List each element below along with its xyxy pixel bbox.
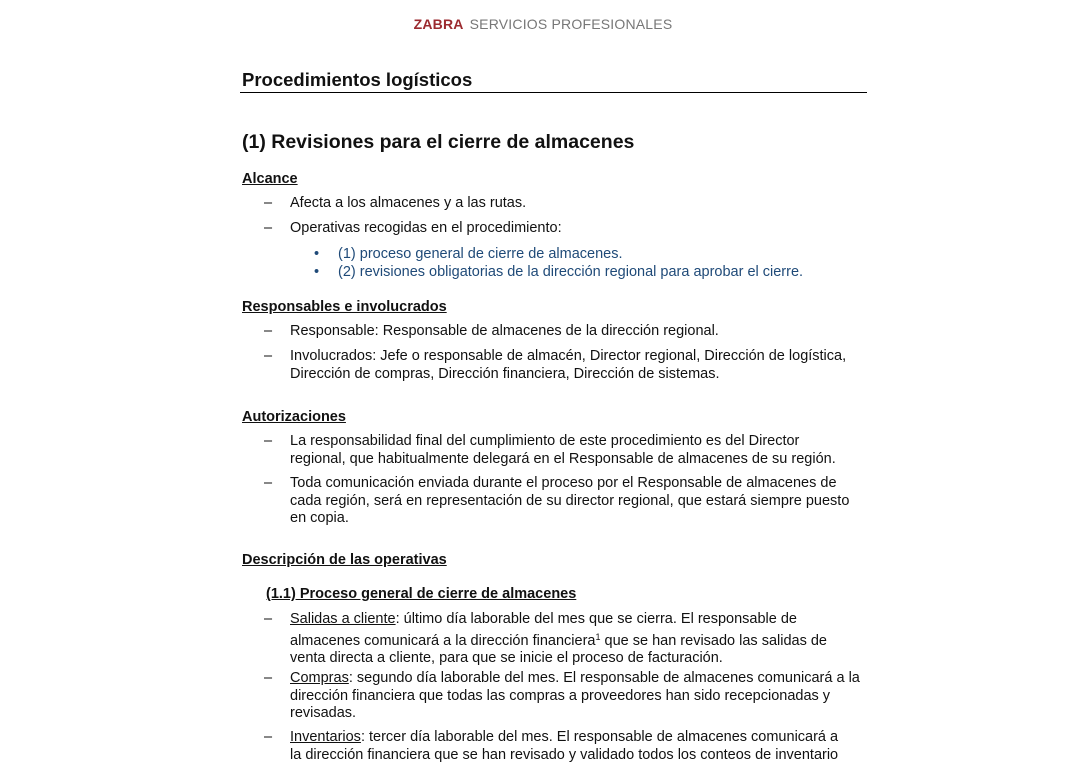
bullet-text: (1) proceso general de cierre de almacenes. [338, 246, 623, 262]
list-item: – Operativas recogidas en el procedimiento: [264, 220, 562, 236]
list-item: – Responsable: Responsable de almacenes de la dirección regional. [264, 323, 719, 339]
item-lead: Inventarios [290, 729, 361, 745]
list-item: – La responsabilidad final del cumplimiento de este procedimiento es del Director regional, que habitualmente delegará en el Responsable de almacenes de su región. [264, 433, 836, 467]
brand-logo: ZABRA [413, 16, 464, 32]
footnote-ref[interactable]: 1 [595, 631, 601, 642]
heading-responsables: Responsables e involucrados [242, 299, 447, 315]
list-item: – Afecta a los almacenes y a las rutas. [264, 195, 527, 211]
list-item: – Compras: segundo día laborable del mes. El responsable de almacenes comunicará a la dirección financiera que todas las compras a proveedores han sido recepcionadas y revisadas. [264, 670, 860, 721]
page-header [0, 16, 1086, 32]
item-text: La responsabilidad final del cumplimiento de este procedimiento es del Director [290, 433, 800, 449]
item-text: Involucrados: Jefe o responsable de almacén, Director regional, Dirección de logística, [290, 348, 847, 364]
item-text: regional, que habitualmente delegará en el Responsable de almacenes de su región. [290, 450, 836, 467]
item-text: : tercer día laborable del mes. El responsable de almacenes comunicará a [360, 729, 839, 745]
item-text: la dirección financiera que se han revisado y validado todos los conteos de inventario [290, 746, 839, 763]
heading-alcance: Alcance [242, 171, 298, 187]
item-text: dirección financiera que todas las compras a proveedores han sido recepcionadas y [290, 687, 831, 704]
item-text: Operativas recogidas en el procedimiento: [290, 220, 562, 236]
item-text: : segundo día laborable del mes. El responsable de almacenes comunicará a la [348, 670, 860, 686]
subheading-proceso-general: (1.1) Proceso general de cierre de almacenes [266, 586, 577, 602]
item-text: venta directa a cliente, para que se inicie el proceso de facturación. [290, 650, 723, 666]
item-lead: Compras [290, 670, 349, 686]
list-item: – Toda comunicación enviada durante el proceso por el Responsable de almacenes de cada región, será en representación de su director regional, que estará siempre puesto en copia. [264, 475, 850, 526]
list-item: – Salidas a cliente: último día laborable del mes que se cierra. El responsable de almacenes comunicará a la dirección financiera$^1$ que se han revisado las salidas de venta directa a cliente, para que se inicie el proceso de facturación. [264, 611, 827, 666]
item-text: Responsable: Responsable de almacenes de la dirección regional. [290, 323, 719, 339]
item-text: Dirección de compras, Dirección financiera, Dirección de sistemas. [290, 365, 720, 382]
item-text: Toda comunicación enviada durante el proceso por el Responsable de almacenes de [290, 475, 837, 491]
bullet-text: (2) revisiones obligatorias de la dirección regional para aprobar el cierre. [338, 264, 804, 280]
section-title: (1) Revisiones para el cierre de almacenes [242, 131, 635, 153]
item-text: en copia. [290, 510, 349, 526]
item-text: revisadas. [290, 705, 357, 721]
item-text: almacenes comunicará a la dirección financiera [290, 632, 596, 649]
bullet-item: • (1) proceso general de cierre de almacenes. [314, 246, 623, 262]
title-rule [240, 92, 867, 93]
bullet-item: • (2) revisiones obligatorias de la dirección regional para aprobar el cierre. [314, 264, 804, 280]
document-title: Procedimientos logísticos [242, 69, 473, 90]
item-text: Afecta a los almacenes y a las rutas. [290, 195, 527, 211]
item-lead: Salidas a cliente [290, 611, 396, 627]
item-text: que se han revisado las salidas de [600, 632, 827, 649]
heading-autorizaciones: Autorizaciones [242, 409, 346, 425]
list-item: – Inventarios: tercer día laborable del mes. El responsable de almacenes comunicará a la dirección financiera que se han revisado y validado todos los conteos de inventario [264, 729, 839, 763]
brand-tagline: SERVICIOS PROFESIONALES [469, 16, 673, 32]
item-text: : último día laborable del mes que se cierra. El responsable de [395, 611, 797, 627]
heading-descripcion: Descripción de las operativas [242, 552, 447, 568]
item-text: cada región, será en representación de su director regional, que estará siempre puesto [290, 492, 850, 509]
list-item: – Involucrados: Jefe o responsable de almacén, Director regional, Dirección de logística, Dirección de compras, Dirección financiera, Dirección de sistemas. [264, 348, 847, 382]
